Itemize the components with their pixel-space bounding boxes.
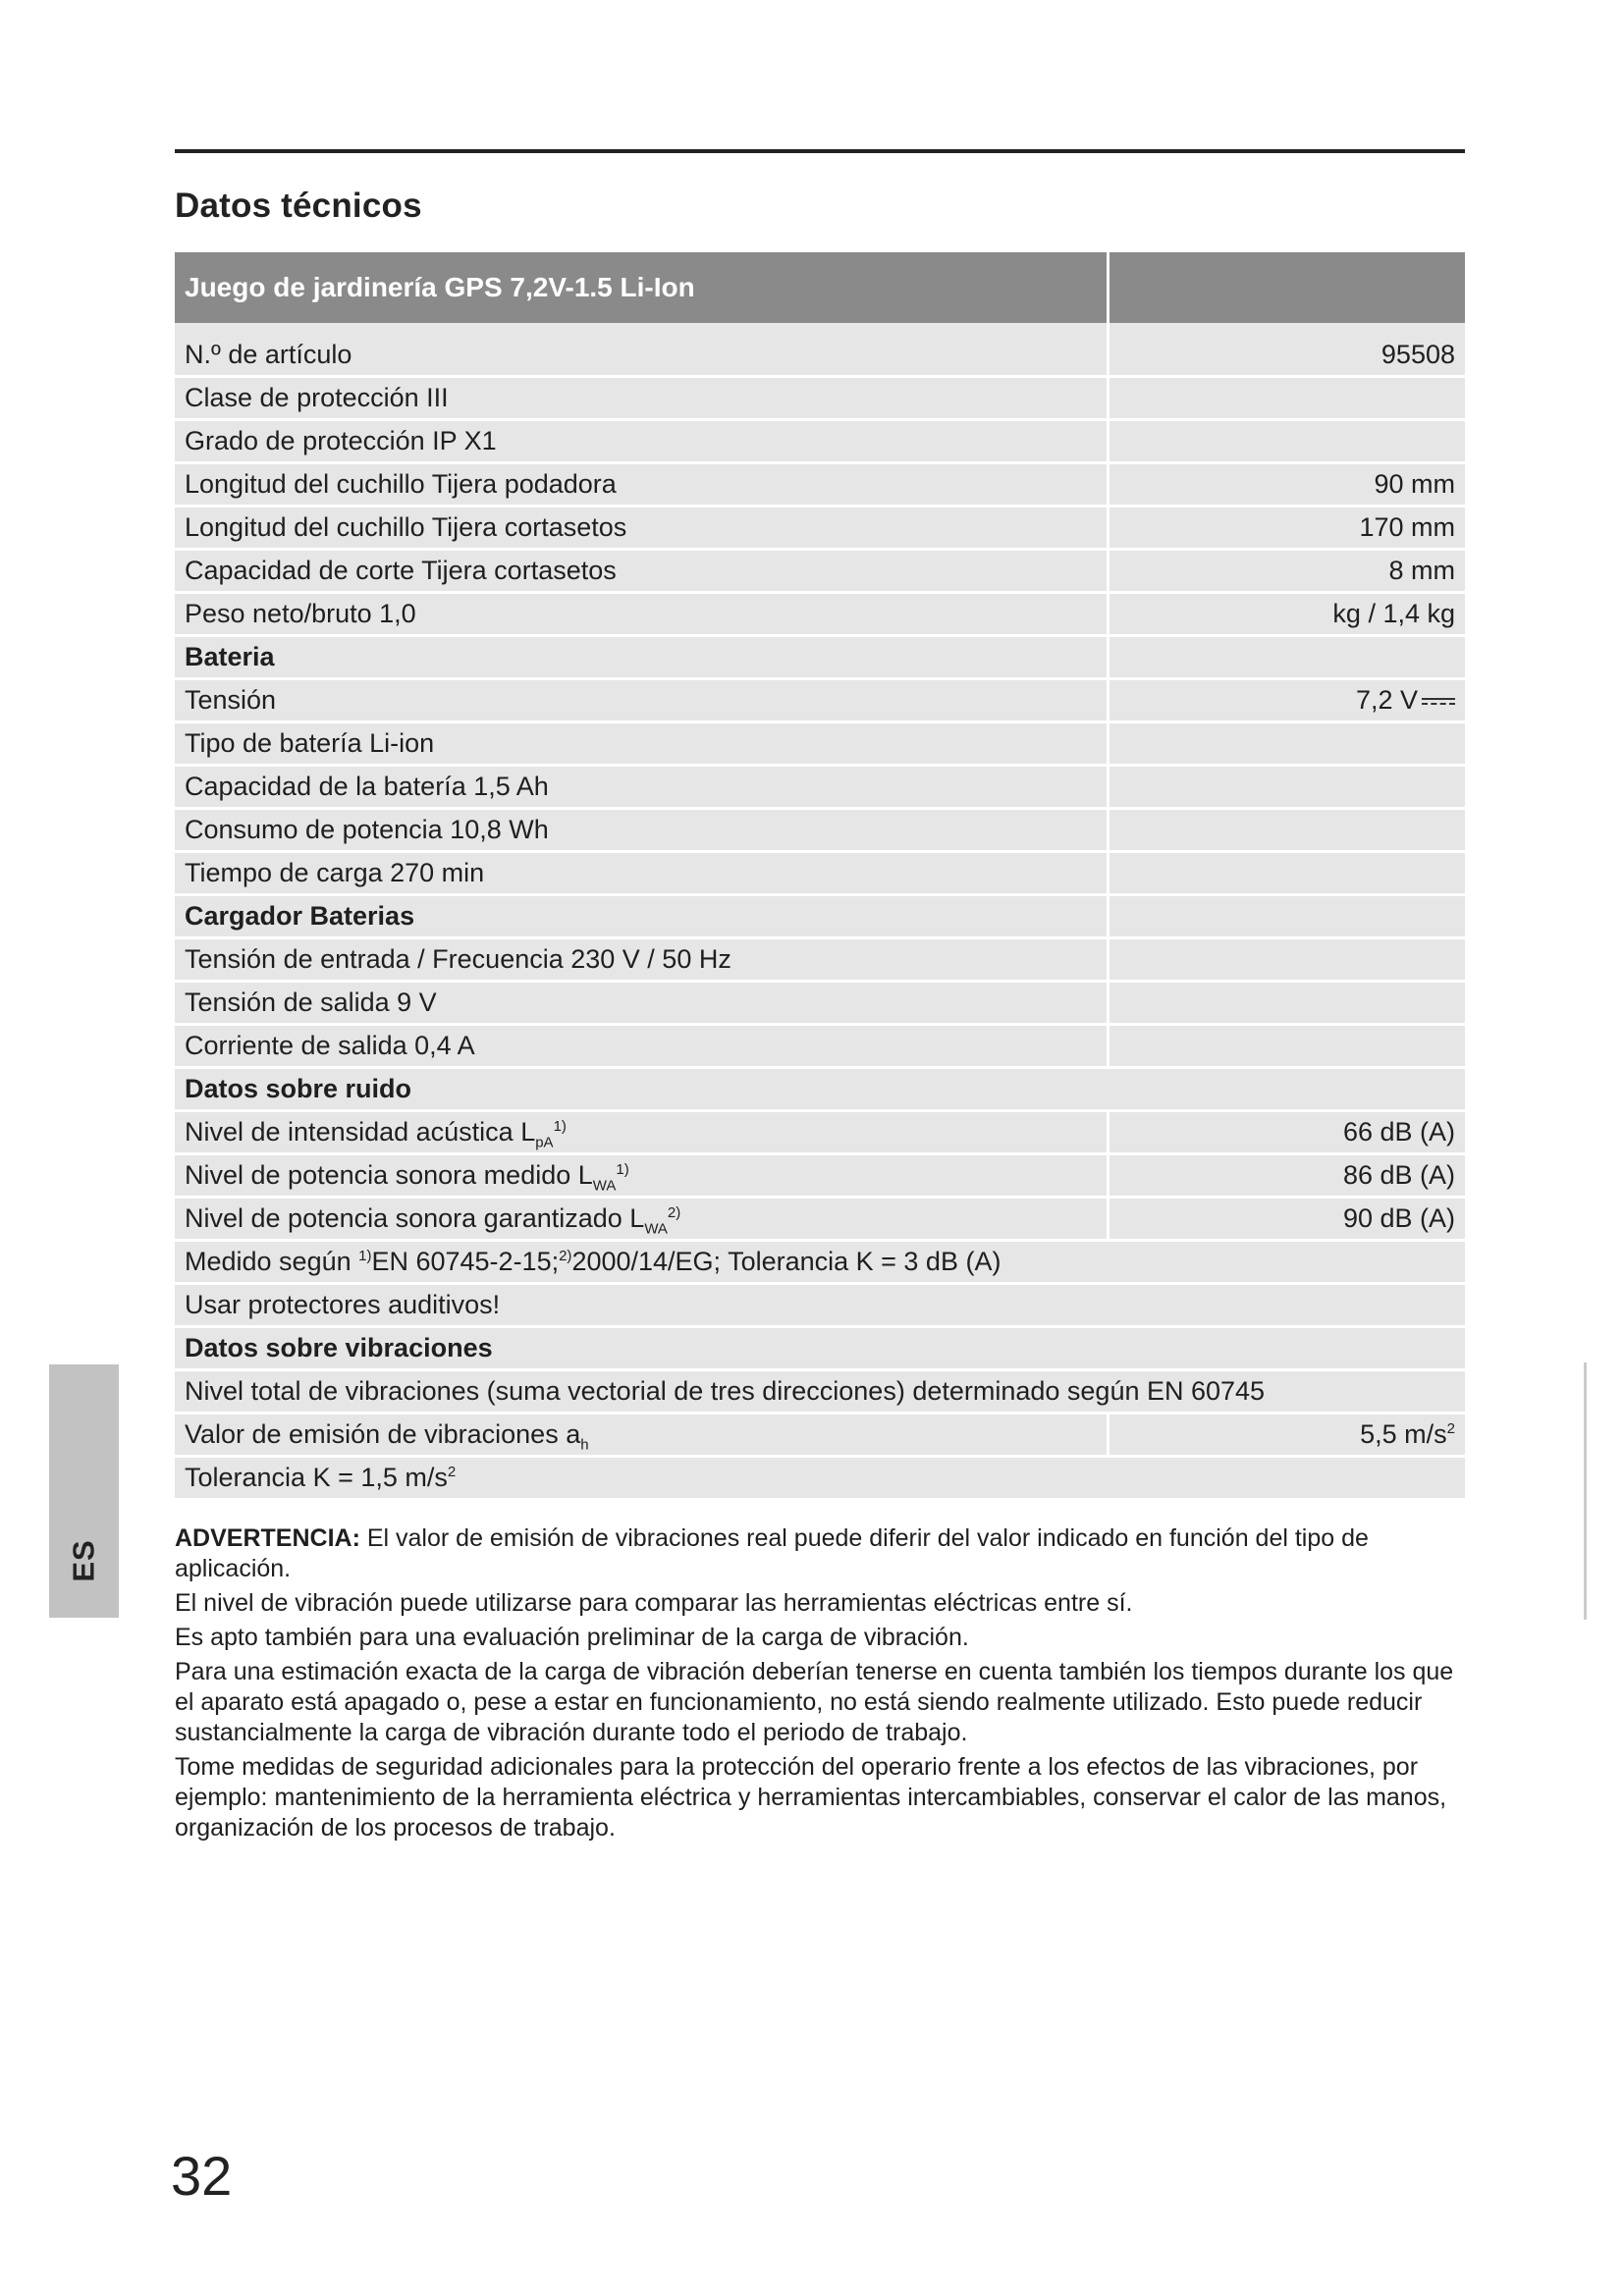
row-value — [1108, 1025, 1465, 1068]
section-heading: Datos sobre vibraciones — [175, 1327, 1465, 1370]
row-value: 8 mm — [1108, 550, 1465, 593]
section-row-battery — [175, 636, 1465, 679]
row-value: kg / 1,4 kg — [1108, 593, 1465, 636]
table-row — [175, 1457, 1465, 1500]
row-label: N.º de artículo — [175, 323, 1108, 377]
top-rule — [175, 149, 1465, 153]
page-title: Datos técnicos — [175, 187, 422, 225]
right-margin-line — [1584, 1362, 1587, 1620]
table-row — [175, 766, 1465, 809]
row-label: Tolerancia K = 1,5 $m/s^2$ — [175, 1457, 1465, 1500]
row-value — [1108, 982, 1465, 1025]
row-label: Longitud del cuchillo Tijera podadora — [175, 463, 1108, 507]
warning-text: El valor de emisión de vibraciones real puede diferir del valor indicado en función del tipo de aplicación. — [175, 1524, 1369, 1582]
row-value — [1108, 722, 1465, 766]
row-label: Tensión — [175, 679, 1108, 722]
row-value — [1108, 377, 1465, 420]
table-row — [175, 1241, 1465, 1284]
table-row — [175, 463, 1465, 507]
row-label: Nivel de potencia sonora garantizado $L_{WA}^{2)}$ — [175, 1198, 1108, 1241]
page-number: 32 — [171, 2145, 233, 2207]
row-value: 90 dB (A) — [1108, 1198, 1465, 1241]
language-side-tab — [49, 1364, 119, 1618]
table-row — [175, 1370, 1465, 1414]
row-label: Corriente de salida 0,4 A — [175, 1025, 1108, 1068]
row-value — [1108, 809, 1465, 852]
row-label: Nivel de potencia sonora medido $L_{WA}^{1)}$ — [175, 1154, 1108, 1198]
row-label: Nivel de intensidad acústica $L_{pA}^{1)}$ — [175, 1111, 1108, 1154]
language-code: ES — [66, 1539, 101, 1582]
row-value: 66 dB (A) — [1108, 1111, 1465, 1154]
vibration-notes — [175, 1523, 1471, 1847]
warning-label: ADVERTENCIA: — [175, 1524, 360, 1552]
table-row — [175, 550, 1465, 593]
table-row — [175, 1025, 1465, 1068]
row-label: Capacidad de la batería 1,5 Ah — [175, 766, 1108, 809]
direct-current-icon — [1422, 696, 1455, 708]
row-label: Clase de protección III — [175, 377, 1108, 420]
row-value: 5,5 $m/s^2$ — [1108, 1414, 1465, 1457]
row-label: Tiempo de carga 270 min — [175, 852, 1108, 895]
row-value: 170 mm — [1108, 507, 1465, 550]
row-value — [1108, 679, 1465, 722]
row-value — [1108, 852, 1465, 895]
table-header-row — [175, 252, 1465, 323]
row-label: Capacidad de corte Tijera cortasetos — [175, 550, 1108, 593]
row-value: 90 mm — [1108, 463, 1465, 507]
row-label: Longitud del cuchillo Tijera cortasetos — [175, 507, 1108, 550]
table-row — [175, 507, 1465, 550]
row-value: 86 dB (A) — [1108, 1154, 1465, 1198]
table-row — [175, 420, 1465, 463]
row-label: Tensión de salida 9 V — [175, 982, 1108, 1025]
table-row — [175, 1111, 1465, 1154]
section-row-noise — [175, 1068, 1465, 1111]
warning-paragraph — [175, 1523, 1471, 1584]
table-row — [175, 1414, 1465, 1457]
row-label: Tensión de entrada / Frecuencia 230 V / 50 Hz — [175, 938, 1108, 982]
row-label: Usar protectores auditivos! — [175, 1284, 1465, 1327]
table-row — [175, 938, 1465, 982]
note-paragraph: Tome medidas de seguridad adicionales para la protección del operario frente a los efectos de las vibraciones, por ejemplo: mantenimiento de la herramienta eléctrica y herramientas intercambiables, conservar el calor de las manos, organización de los procesos de trabajo. — [175, 1753, 1447, 1842]
table-row — [175, 809, 1465, 852]
section-row-vibration — [175, 1327, 1465, 1370]
table-row — [175, 1284, 1465, 1327]
section-heading: Bateria — [175, 636, 1108, 679]
table-row — [175, 852, 1465, 895]
row-label: Grado de protección IP X1 — [175, 420, 1108, 463]
table-header-title: Juego de jardinería GPS 7,2V-1.5 Li-Ion — [175, 252, 1108, 323]
row-value — [1108, 420, 1465, 463]
table-row — [175, 722, 1465, 766]
row-label: Tipo de batería Li-ion — [175, 722, 1108, 766]
row-label: Nivel total de vibraciones (suma vectorial de tres direcciones) determinado según EN 60745 — [175, 1370, 1465, 1414]
technical-data-table — [175, 252, 1465, 1501]
table-row — [175, 1154, 1465, 1198]
section-heading: Cargador Baterias — [175, 895, 1108, 938]
table-row — [175, 377, 1465, 420]
row-label: Valor de emisión de vibraciones $a_h$ — [175, 1414, 1108, 1457]
row-value: 95508 — [1108, 323, 1465, 377]
row-value — [1108, 766, 1465, 809]
table-header-blank — [1108, 252, 1465, 323]
row-label: Peso neto/bruto 1,0 — [175, 593, 1108, 636]
row-label: Consumo de potencia 10,8 Wh — [175, 809, 1108, 852]
row-value — [1108, 636, 1465, 679]
row-value — [1108, 895, 1465, 938]
table-row — [175, 593, 1465, 636]
table-row — [175, 1198, 1465, 1241]
table-row — [175, 323, 1465, 377]
note-paragraph: Para una estimación exacta de la carga de vibración deberían tenerse en cuenta también los tiempos durante los que el aparato está apagado o, pese a estar en funcionamiento, no está siendo realmente utilizado. Esto puede reducir sustancialmente la carga de vibración durante todo el periodo de trabajo. — [175, 1658, 1454, 1746]
note-paragraph: Es apto también para una evaluación preliminar de la carga de vibración. — [175, 1624, 969, 1651]
row-value — [1108, 938, 1465, 982]
section-row-charger — [175, 895, 1465, 938]
note-paragraph: El nivel de vibración puede utilizarse para comparar las herramientas eléctricas entre sí. — [175, 1589, 1133, 1617]
table-row — [175, 982, 1465, 1025]
voltage-value: 7,2 V — [1355, 685, 1418, 715]
section-heading: Datos sobre ruido — [175, 1068, 1465, 1111]
row-label: Medido según $^{1)}$EN 60745-2-15;$^{2)}$2000/14/EG; Tolerancia K = 3 dB (A) — [175, 1241, 1465, 1284]
table-row — [175, 679, 1465, 722]
